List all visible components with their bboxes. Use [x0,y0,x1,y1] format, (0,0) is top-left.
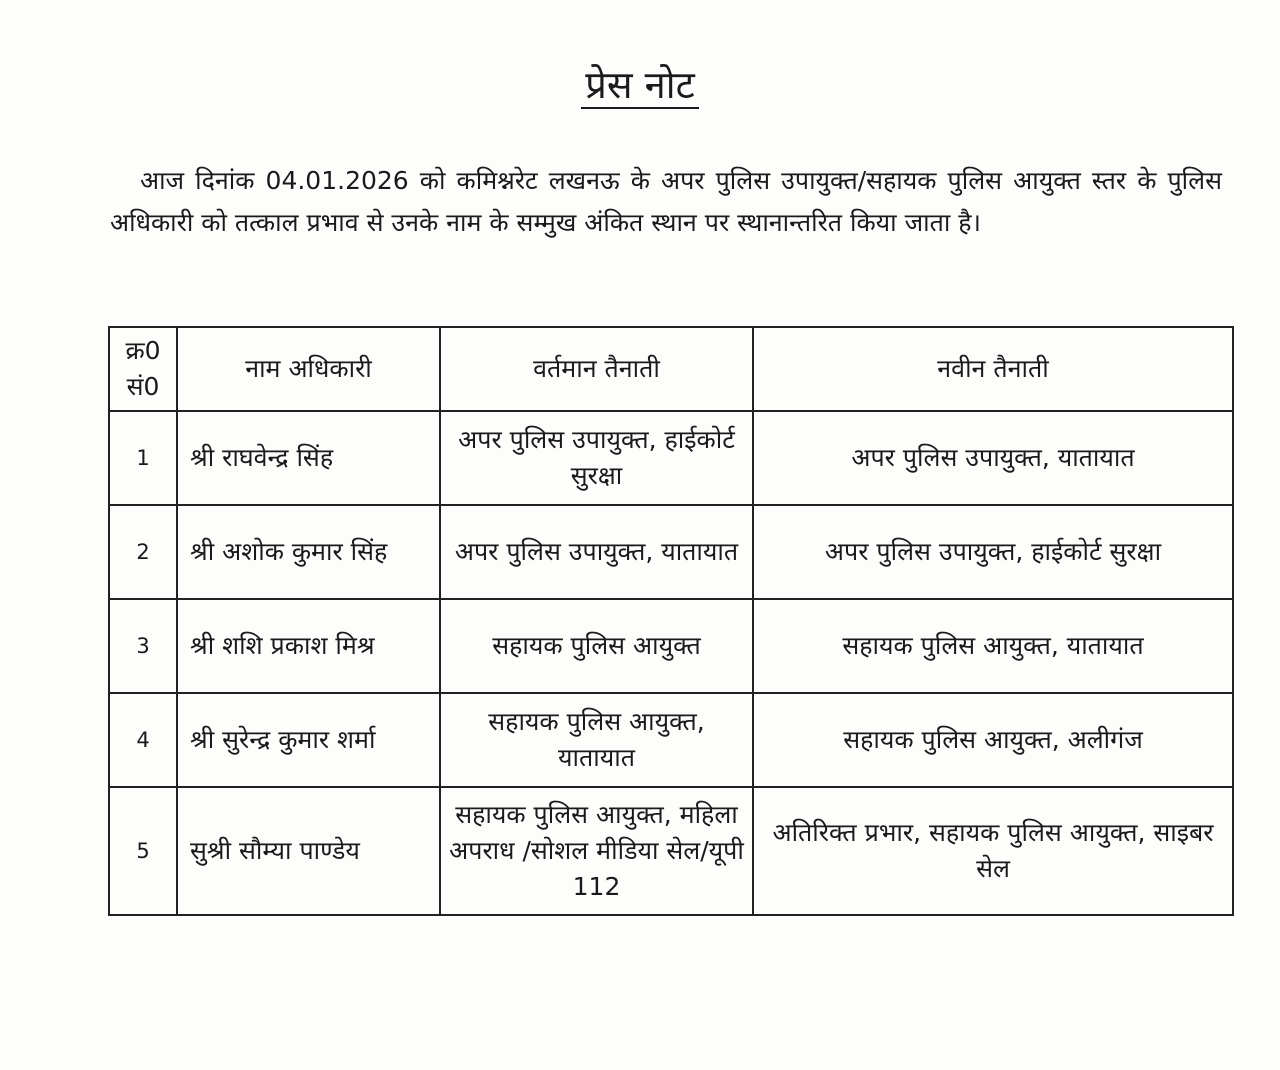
table-row [109,411,1233,505]
current-posting-cell: सहायक पुलिस आयुक्त, महिला अपराध /सोशल मीडिया सेल/यूपी 112 [440,787,753,915]
new-posting-cell: सहायक पुलिस आयुक्त, यातायात [753,599,1233,693]
serial-cell: 3 [109,599,177,693]
serial-cell: 2 [109,505,177,599]
serial-cell: 4 [109,693,177,787]
header-serial: क्र0 सं0 [109,327,177,411]
current-posting-cell: सहायक पुलिस आयुक्त, यातायात [440,693,753,787]
current-posting-cell: अपर पुलिस उपायुक्त, यातायात [440,505,753,599]
serial-cell: 5 [109,787,177,915]
name-cell: श्री राघवेन्द्र सिंह [177,411,440,505]
page-title: प्रेस नोट [0,58,1280,110]
table-row [109,693,1233,787]
new-posting-cell: अपर पुलिस उपायुक्त, हाईकोर्ट सुरक्षा [753,505,1233,599]
name-cell: श्री शशि प्रकाश मिश्र [177,599,440,693]
header-new-posting: नवीन तैनाती [753,327,1233,411]
serial-cell: 1 [109,411,177,505]
name-cell: श्री सुरेन्द्र कुमार शर्मा [177,693,440,787]
name-cell: सुश्री सौम्या पाण्डेय [177,787,440,915]
new-posting-cell: अतिरिक्त प्रभार, सहायक पुलिस आयुक्त, साइबर सेल [753,787,1233,915]
header-name: नाम अधिकारी [177,327,440,411]
header-current-posting: वर्तमान तैनाती [440,327,753,411]
table-row [109,505,1233,599]
name-cell: श्री अशोक कुमार सिंह [177,505,440,599]
new-posting-cell: सहायक पुलिस आयुक्त, अलीगंज [753,693,1233,787]
current-posting-cell: सहायक पुलिस आयुक्त [440,599,753,693]
table-row [109,599,1233,693]
intro-paragraph: आज दिनांक 04.01.2026 को कमिश्नरेट लखनऊ के अपर पुलिस उपायुक्त/सहायक पुलिस आयुक्त स्तर के पुलिस अधिकारी को तत्काल प्रभाव से उनके नाम के सम्मुख अंकित स्थान पर स्थानान्तरित किया जाता है। [110,166,1222,237]
current-posting-cell: अपर पुलिस उपायुक्त, हाईकोर्ट सुरक्षा [440,411,753,505]
table-row [109,787,1233,915]
table-header-row [109,327,1233,411]
transfer-table [108,326,1234,916]
new-posting-cell: अपर पुलिस उपायुक्त, यातायात [753,411,1233,505]
